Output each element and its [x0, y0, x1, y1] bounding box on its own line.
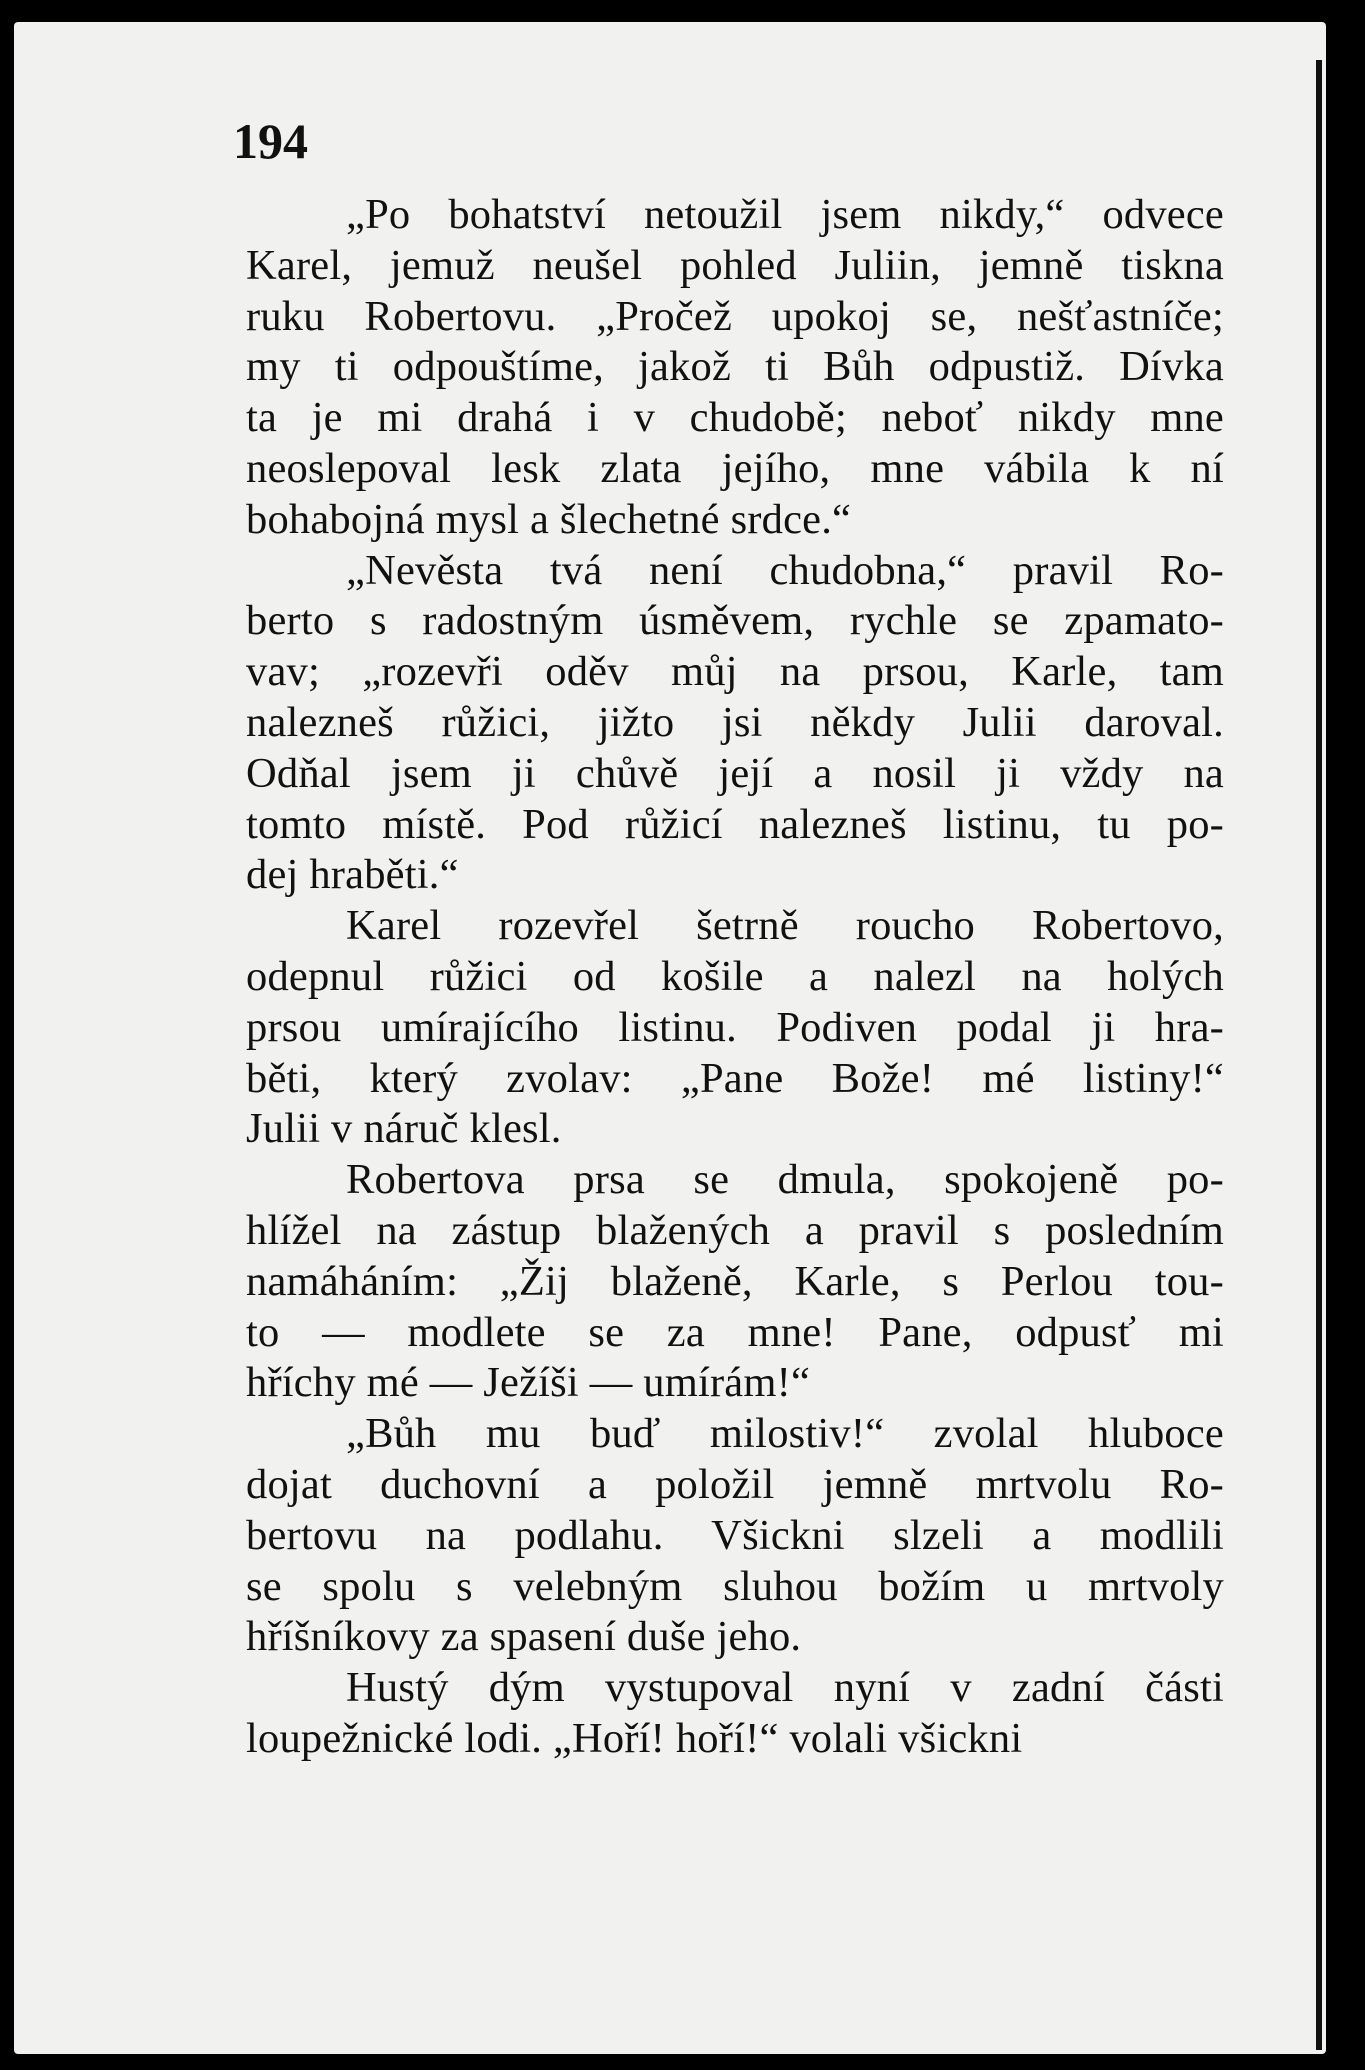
text-line: „Nevěsta tvá není chudobna,“ pravil Ro-	[346, 546, 1224, 594]
text-line: nalezneš růžici, jižto jsi někdy Julii daroval.	[246, 698, 1224, 746]
text-line: dej hraběti.“	[246, 851, 459, 899]
text-line: Robertova prsa se dmula, spokojeně po-	[346, 1156, 1224, 1204]
paragraph	[246, 1155, 1224, 1409]
text-line: Julii v náruč klesl.	[246, 1105, 562, 1153]
text-line: ta je mi drahá i v chudobě; neboť nikdy mne	[246, 394, 1224, 442]
paragraph	[246, 1409, 1224, 1663]
text-line: „Bůh mu buď milostiv!“ zvolal hluboce	[346, 1410, 1224, 1458]
text-line: hříšníkovy za spasení duše jeho.	[246, 1613, 802, 1661]
text-line: namáháním: „Žij blaženě, Karle, s Perlou tou-	[246, 1257, 1224, 1305]
text-line: bohabojná mysl a šlechetné srdce.“	[246, 495, 852, 543]
text-line: Karel rozevřel šetrně roucho Robertovo,	[346, 902, 1224, 950]
page-edge-shadow	[1316, 60, 1322, 2050]
text-line: „Po bohatství netoužil jsem nikdy,“ odvece	[346, 191, 1224, 238]
text-line: dojat duchovní a položil jemně mrtvolu Ro-	[246, 1460, 1224, 1508]
text-line: my ti odpouštíme, jakož ti Bůh odpustiž. Dívka	[246, 343, 1224, 391]
text-line: bertovu na podlahu. Všickni slzeli a modlili	[246, 1511, 1224, 1559]
text-line: neoslepoval lesk zlata jejího, mne vábila k ní	[246, 444, 1224, 492]
text-line: hříchy mé — Ježíši — umírám!“	[246, 1359, 811, 1407]
paragraph	[246, 546, 1224, 902]
text-line: Hustý dým vystupoval nyní v zadní části	[346, 1664, 1224, 1712]
text-line: Odňal jsem ji chůvě její a nosil ji vždy na	[246, 749, 1224, 797]
text-line: se spolu s velebným sluhou božím u mrtvoly	[246, 1562, 1224, 1610]
text-line: hlížel na zástup blažených a pravil s posledním	[246, 1206, 1224, 1254]
text-line: prsou umírajícího listinu. Podiven podal ji hra-	[246, 1003, 1224, 1051]
paragraph	[246, 1663, 1224, 1765]
text-line: to — modlete se za mne! Pane, odpusť mi	[246, 1308, 1224, 1356]
text-line: tomto místě. Pod růžicí nalezneš listinu, tu po-	[246, 800, 1224, 848]
paragraph	[246, 190, 1224, 546]
text-line: běti, který zvolav: „Pane Bože! mé listiny!“	[246, 1054, 1224, 1102]
page-number: 194	[233, 113, 308, 169]
text-line: berto s radostným úsměvem, rychle se zpamato-	[246, 597, 1224, 645]
text-line: Karel, jemuž neušel pohled Juliin, jemně tiskna	[246, 241, 1224, 289]
text-line: vav; „rozevři oděv můj na prsou, Karle, tam	[246, 648, 1224, 696]
paragraph	[246, 901, 1224, 1155]
text-line: odepnul růžici od košile a nalezl na holých	[246, 952, 1224, 1000]
body-text	[246, 190, 1224, 1765]
text-line: loupežnické lodi. „Hoří! hoří!“ volali všickni	[246, 1714, 1023, 1762]
text-line: ruku Robertovu. „Pročež upokoj se, nešťastníče;	[246, 292, 1224, 340]
